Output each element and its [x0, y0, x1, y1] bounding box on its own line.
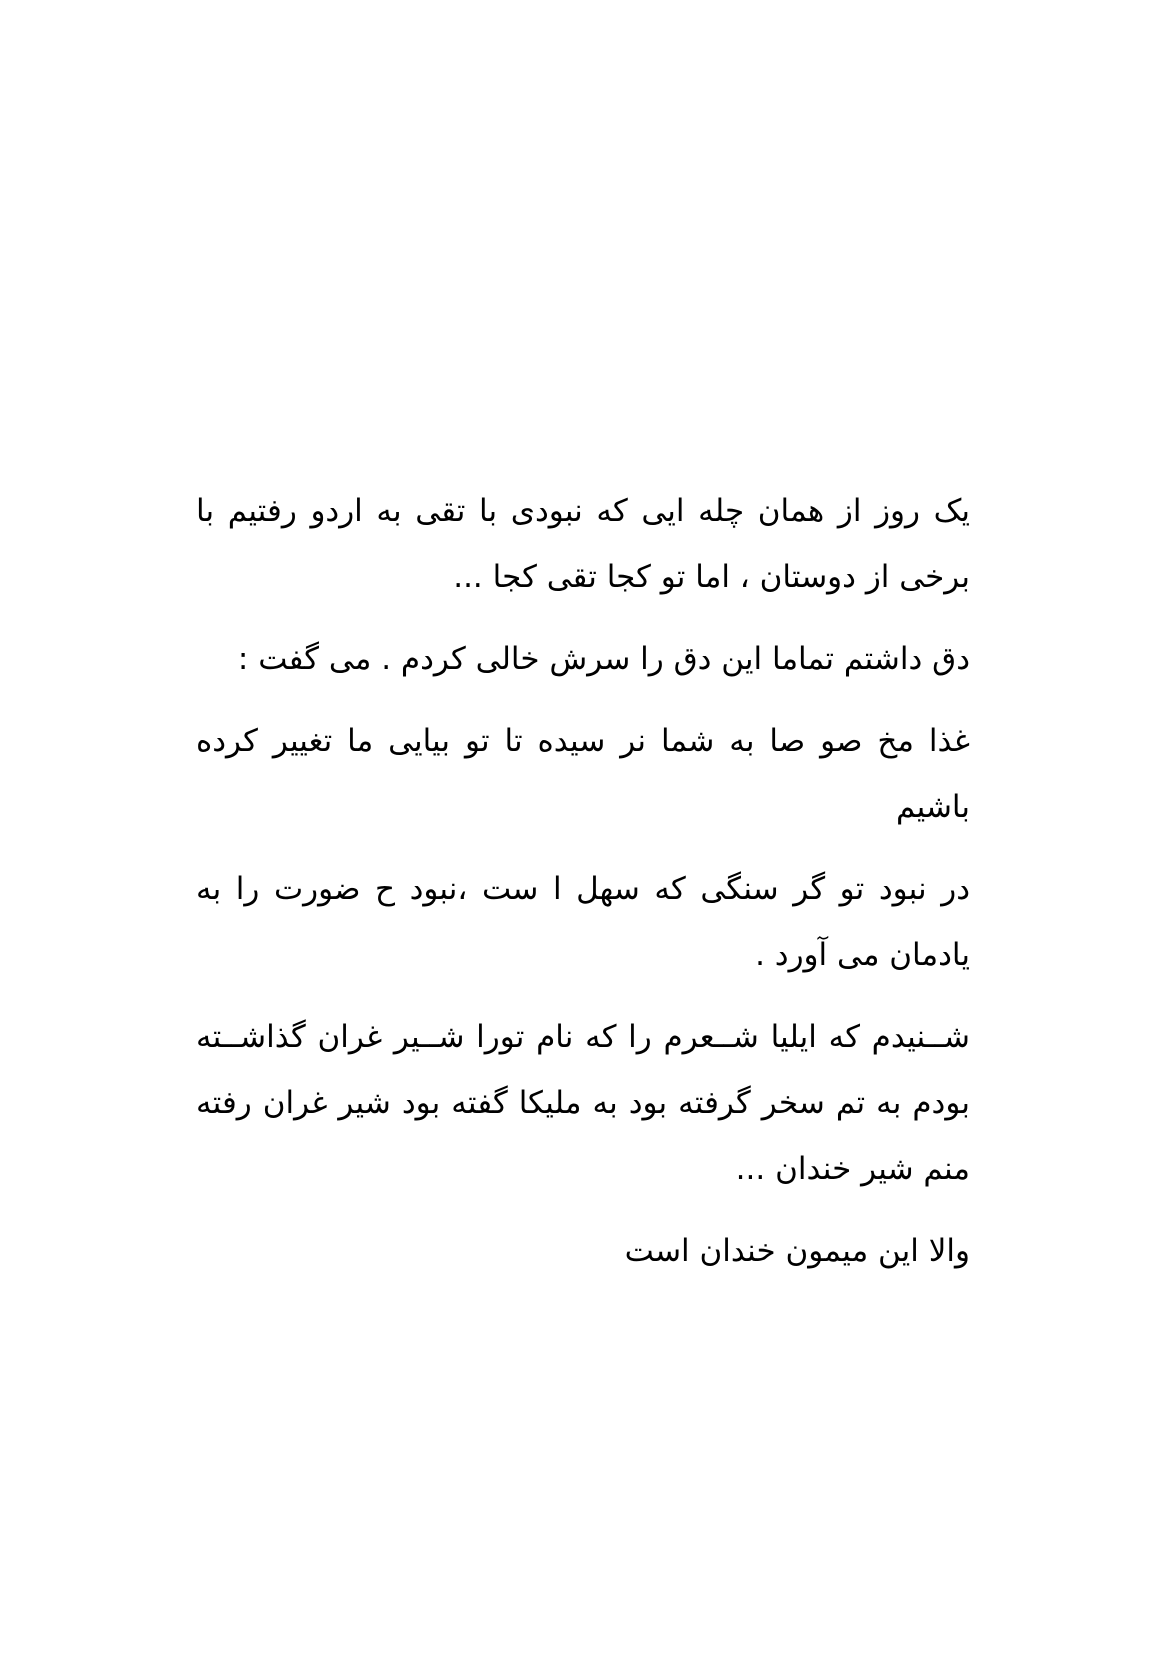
paragraph-1: یک روز از همان چله ایی که نبودی با تقی به اردو رفتیم با برخی از دوستان ، اما تو کجا تقی کجا ...: [196, 493, 970, 595]
paragraph-3: غذا مخ صو صا به شما نر سیده تا تو بیایی ما تغییر کرده باشیم: [196, 723, 970, 825]
paragraph-4: در نبود تو گر سنگی که سهل ا ست ،نبود ح ضورت را به یادمان می آورد .: [196, 871, 970, 973]
paragraph-6: والا این میمون خندان است: [624, 1233, 970, 1269]
body-text: [196, 478, 970, 1300]
paragraph-2: دق داشتم تماما این دق را سرش خالی کردم . می گفت :: [237, 641, 970, 677]
paragraph-5: شــنیدم که ایلیا شــعرم را که نام تورا شــیر غران گذاشــته بودم به تم سخر گرفته بود به ملیکا گفته بود شیر غران رفته منم شیر خندان ...: [196, 1019, 970, 1187]
